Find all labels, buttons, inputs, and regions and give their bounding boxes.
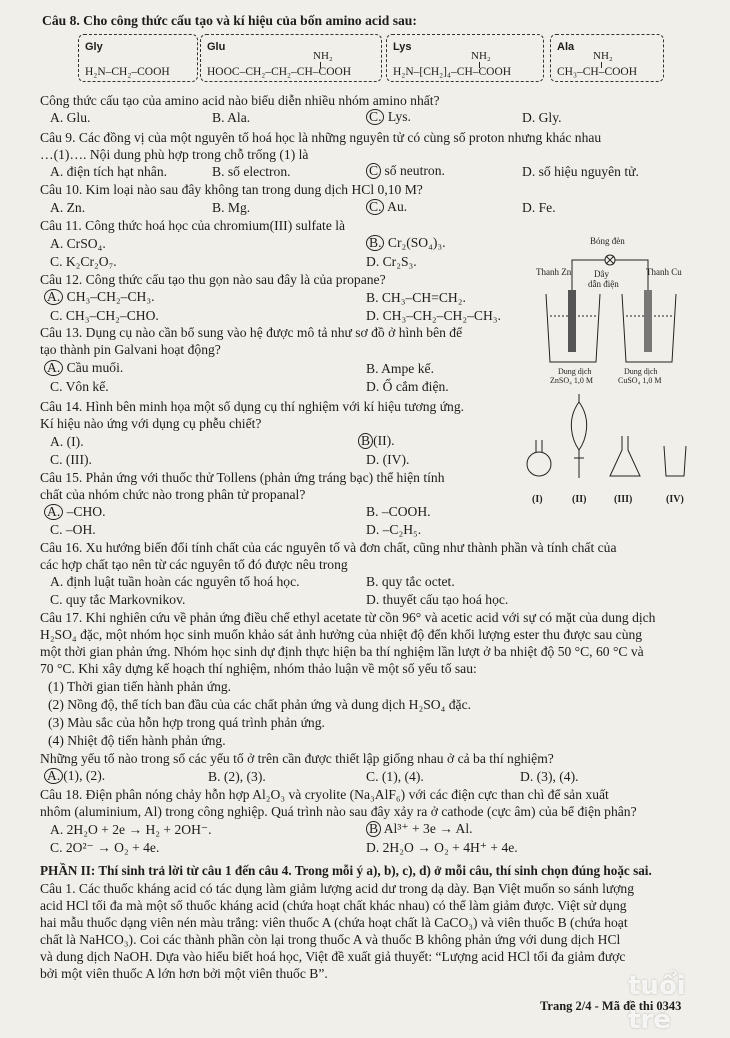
q9-stem-2: …(1)…. Nội dung phù hợp trong chỗ trống (1) là — [40, 147, 309, 162]
part2-line-1: Câu 1. Các thuốc kháng acid có tác dụng làm giảm lượng acid dư trong dạ dày. Bạn Việt muốn so sánh lượng — [40, 881, 635, 896]
q11-option-b[interactable] — [366, 234, 446, 252]
q16-stem-2: các hợp chất tạo nên từ các nguyên tố đó được nêu trong — [40, 557, 348, 572]
q17-factor-4: (4) Nhiệt độ tiến hành phản ứng. — [48, 733, 226, 748]
part2-heading: PHẦN II: Thí sinh trả lời từ câu 1 đến câu 4. Trong mỗi ý a), b), c), d) ở mỗi câu, thí sinh chọn đúng hoặc sai. — [40, 863, 652, 878]
zn-rod — [568, 290, 576, 352]
amino-formula: H₂N–[CH₂]₄–CH–COOH — [393, 66, 512, 78]
lab-apparatus-diagram — [518, 392, 698, 512]
label-wire-2: dẫn điện — [588, 279, 619, 289]
q11-stem: Câu 11. Công thức hoá học của chromium(III) sulfate là — [40, 218, 346, 233]
q13-option-a[interactable] — [44, 359, 123, 377]
q10-option-b[interactable]: B. Mg. — [212, 200, 251, 215]
label-bulb: Bóng đèn — [590, 236, 625, 246]
amino-formula: HOOC–CH₂–CH₂–CH–COOH — [207, 66, 352, 78]
wire-right — [615, 260, 648, 304]
q17-option-b[interactable]: B. (2), (3). — [208, 769, 266, 784]
q14-option-b[interactable] — [358, 432, 395, 450]
amino-box-glu — [200, 34, 382, 82]
q17-option-c[interactable]: C. (1), (4). — [366, 769, 424, 784]
answer-circle: B — [366, 821, 381, 837]
q17-option-a[interactable] — [44, 767, 105, 785]
amino-name: Ala — [557, 41, 575, 53]
q17-question: Những yếu tố nào trong số các yếu tố ở trên cần được thiết lập giống nhau ở cả ba thí nghiệm? — [40, 751, 554, 766]
amino-box-lys — [386, 34, 544, 82]
option-text: số neutron. — [384, 163, 445, 178]
label-III: (III) — [614, 494, 633, 505]
answer-circle: A. — [44, 289, 63, 305]
q13-option-c[interactable]: C. Vôn kế. — [50, 379, 109, 394]
erlenmeyer-flask-icon — [610, 436, 640, 476]
q11-option-a[interactable]: A. CrSO₄. — [50, 236, 106, 251]
q12-option-a[interactable] — [44, 288, 155, 306]
label-IV: (IV) — [666, 494, 684, 505]
answer-circle: B — [358, 433, 373, 449]
q11-option-d[interactable]: D. Cr₂S₃. — [366, 254, 417, 269]
q16-option-c[interactable]: C. quy tắc Markovnikov. — [50, 592, 186, 607]
q9-option-a[interactable]: A. điện tích hạt nhân. — [50, 164, 168, 179]
q14-option-d[interactable]: D. (IV). — [366, 452, 410, 467]
label-zn-rod: Thanh Zn — [536, 267, 572, 277]
q10-option-d[interactable]: D. Fe. — [522, 200, 556, 215]
part2-line-5: và dung dịch NaOH. Dựa vào hiểu biết hoá học, Việt đề xuất giả thuyết: “Lượng acid HCl tối đa giảm được — [40, 949, 626, 964]
q15-option-b[interactable]: B. –COOH. — [366, 504, 431, 519]
option-text: Cầu muối. — [66, 360, 124, 375]
q14-option-a[interactable]: A. (I). — [50, 434, 84, 449]
answer-circle: A. — [44, 360, 63, 376]
q17-factor-2: (2) Nồng độ, thể tích ban đầu của các chất phản ứng và dung dịch H₂SO₄ đặc. — [48, 697, 472, 712]
q8-option-b[interactable]: B. Ala. — [212, 110, 251, 125]
answer-circle: C — [366, 163, 381, 179]
q14-option-c[interactable]: C. (III). — [50, 452, 92, 467]
q18-option-d[interactable]: D. 2H₂O → O₂ + 4H⁺ + 4e. — [366, 840, 518, 855]
galvani-cell-diagram — [528, 232, 700, 392]
q13-option-b[interactable]: B. Ampe kế. — [366, 361, 434, 376]
q15-option-d[interactable]: D. –C₂H₅. — [366, 522, 422, 537]
q18-line-2: nhôm (aluminium, Al) trong công nghiệp. Quá trình nào sau đây xảy ra ở cathode (cực âm) của bể điện phân? — [40, 804, 637, 819]
label-cu-rod: Thanh Cu — [646, 267, 682, 277]
q15-option-c[interactable]: C. –OH. — [50, 522, 96, 537]
label-sol-1b: ZnSO₄ 1,0 M — [550, 376, 594, 385]
option-text: (II). — [373, 433, 395, 448]
separatory-funnel-icon — [571, 402, 586, 450]
part2-line-6: bởi một viên thuốc A lớn hơn bởi một viên thuốc B”. — [40, 966, 328, 981]
q18-option-c[interactable]: C. 2O²⁻ → O₂ + 4e. — [50, 840, 160, 855]
q15-stem-2: chất của nhóm chức nào trong phân tử propanal? — [40, 487, 306, 502]
q17-line-4: 70 °C. Khi xây dựng kế hoạch thí nghiệm, nhóm thảo luận về một số yếu tố sau: — [40, 661, 477, 676]
amino-nh2: NH₂ — [593, 50, 613, 62]
cu-rod — [644, 290, 652, 352]
amino-formula: H₂N–CH₂–COOH — [85, 66, 170, 78]
q18-option-b[interactable] — [366, 820, 473, 838]
label-sol-1a: Dung dịch — [558, 367, 592, 376]
amino-box-gly — [78, 34, 198, 82]
round-flask-icon — [527, 452, 551, 476]
part2-line-4: chất là NaHCO₃). Coi các thành phần còn lại trong thuốc A và thuốc B không phản ứng với dung dịch HCl — [40, 932, 621, 947]
label-II: (II) — [572, 494, 587, 505]
q13-stem-1: Câu 13. Dụng cụ nào cần bổ sung vào hệ được mô tả như sơ đồ ở hình bên để — [40, 325, 463, 340]
q12-option-c[interactable]: C. CH₃–CH₂–CHO. — [50, 308, 159, 323]
q8-stem: Câu 8. Cho công thức cấu tạo và kí hiệu của bốn amino acid sau: — [42, 13, 417, 28]
amino-name: Glu — [207, 41, 226, 53]
label-I: (I) — [532, 494, 543, 505]
q17-line-3: một thời gian phản ứng. Nhóm học sinh dự định thực hiện ba thí nghiệm lần lượt ở ba nhiệt độ 50 °C, 60 °C và — [40, 644, 644, 659]
q16-stem-1: Câu 16. Xu hướng biến đổi tính chất của các nguyên tố và đơn chất, cũng như thành phần và tính chất của — [40, 540, 617, 555]
q12-stem: Câu 12. Công thức cấu tạo thu gọn nào sau đây là của propane? — [40, 272, 386, 287]
answer-circle: A. — [44, 768, 63, 784]
page-footer: Trang 2/4 - Mã đề thi 0343 — [540, 999, 682, 1013]
q18-line-1: Câu 18. Điện phân nóng chảy hỗn hợp Al₂O₃ và cryolite (Na₃AlF₆) với các điện cực than chì để sản xuất — [40, 787, 609, 802]
option-text: Lys. — [387, 109, 411, 124]
q15-stem-1: Câu 15. Phản ứng với thuốc thử Tollens (phản ứng tráng bạc) thể hiện tính — [40, 470, 445, 485]
q12-option-d[interactable]: D. CH₃–CH₂–CH₂–CH₃. — [366, 308, 501, 323]
q17-line-2: H₂SO₄ đặc, một nhóm học sinh muốn khảo sát ảnh hưởng của nhiệt độ đến khối lượng ester thu được sau cùng — [40, 627, 643, 642]
part2-line-3: hai mẫu thuốc dạng viên nén màu trắng: viên thuốc A (chứa hoạt chất là CaCO₃) và viên thuốc B (chứa hoạt — [40, 915, 628, 930]
amino-nh2: NH₂ — [313, 50, 333, 62]
q10-stem: Câu 10. Kim loại nào sau đây không tan trong dung dịch HCl 0,10 M? — [40, 182, 423, 197]
q12-option-b[interactable]: B. CH₃–CH=CH₂. — [366, 290, 466, 305]
q17-factor-1: (1) Thời gian tiến hành phản ứng. — [48, 679, 232, 694]
watermark-logo: tuổi trẻ — [628, 971, 686, 1035]
answer-circle: B. — [366, 235, 384, 251]
q10-option-a[interactable]: A. Zn. — [50, 200, 86, 215]
q8-option-d[interactable]: D. Gly. — [522, 110, 562, 125]
label-sol-2a: Dung dịch — [624, 367, 658, 376]
q9-option-b[interactable]: B. số electron. — [212, 164, 291, 179]
q9-option-c[interactable] — [366, 162, 445, 180]
amino-box-ala — [550, 34, 664, 82]
option-text: Al³⁺ + 3e → Al. — [383, 821, 473, 836]
option-text: Au. — [387, 199, 408, 214]
part2-line-2: acid HCl tối đa mà một số thuốc kháng acid (chứa hoạt chất khác nhau) có thể làm giảm được. Việt sử dụng — [40, 898, 627, 913]
q8-option-c[interactable] — [366, 108, 411, 126]
q16-option-a[interactable]: A. định luật tuần hoàn các nguyên tố hoá học. — [50, 574, 300, 589]
q9-option-d[interactable]: D. số hiệu nguyên tử. — [522, 164, 639, 179]
q17-option-d[interactable]: D. (3), (4). — [520, 769, 579, 784]
option-text: CH₃–CH₂–CH₃. — [66, 289, 155, 304]
q14-stem-1: Câu 14. Hình bên minh họa một số dụng cụ thí nghiệm với kí hiệu tương ứng. — [40, 399, 465, 414]
q17-line-1: Câu 17. Khi nghiên cứu về phản ứng điều chế ethyl acetate từ cồn 96° và acetic acid với sự có mặt của dung dịch — [40, 610, 656, 625]
q8-question: Công thức cấu tạo của amino acid nào biểu diễn nhiều nhóm amino nhất? — [40, 93, 440, 108]
option-text: (1), (2). — [63, 768, 106, 783]
answer-circle: C. — [366, 109, 384, 125]
q13-stem-2: tạo thành pin Galvani hoạt động? — [40, 342, 221, 357]
amino-name: Gly — [85, 41, 103, 53]
answer-circle: A. — [44, 504, 63, 520]
q14-stem-2: Kí hiệu nào ứng với dụng cụ phễu chiết? — [40, 416, 262, 431]
q16-option-d[interactable]: D. thuyết cấu tạo hoá học. — [366, 592, 509, 607]
q17-factor-3: (3) Màu sắc của hỗn hợp trong quá trình phản ứng. — [48, 715, 325, 730]
q15-option-a[interactable] — [44, 503, 106, 521]
q16-option-b[interactable]: B. quy tắc octet. — [366, 574, 455, 589]
label-sol-2b: CuSO₄ 1,0 M — [618, 376, 662, 385]
q9-stem-1: Câu 9. Các đồng vị của một nguyên tố hoá học là những nguyên tử có cùng số proton nhưng khác nhau — [40, 130, 602, 145]
q11-option-c[interactable]: C. K₂Cr₂O₇. — [50, 254, 117, 269]
option-text: Cr₂(SO₄)₃. — [387, 235, 446, 250]
q10-option-c[interactable] — [366, 198, 407, 216]
amino-nh2: NH₂ — [471, 50, 491, 62]
beaker-icon — [664, 446, 686, 476]
q18-option-a[interactable]: A. 2H₂O + 2e → H₂ + 2OH⁻. — [50, 822, 212, 837]
amino-name: Lys — [393, 41, 412, 53]
answer-circle: C. — [366, 199, 384, 215]
option-text: –CHO. — [66, 504, 106, 519]
q8-option-a[interactable]: A. Glu. — [50, 110, 91, 125]
q13-option-d[interactable]: D. Ổ cắm điện. — [366, 379, 449, 394]
label-wire-1: Dây — [594, 269, 609, 279]
amino-formula: CH₃–CH–COOH — [557, 66, 638, 78]
